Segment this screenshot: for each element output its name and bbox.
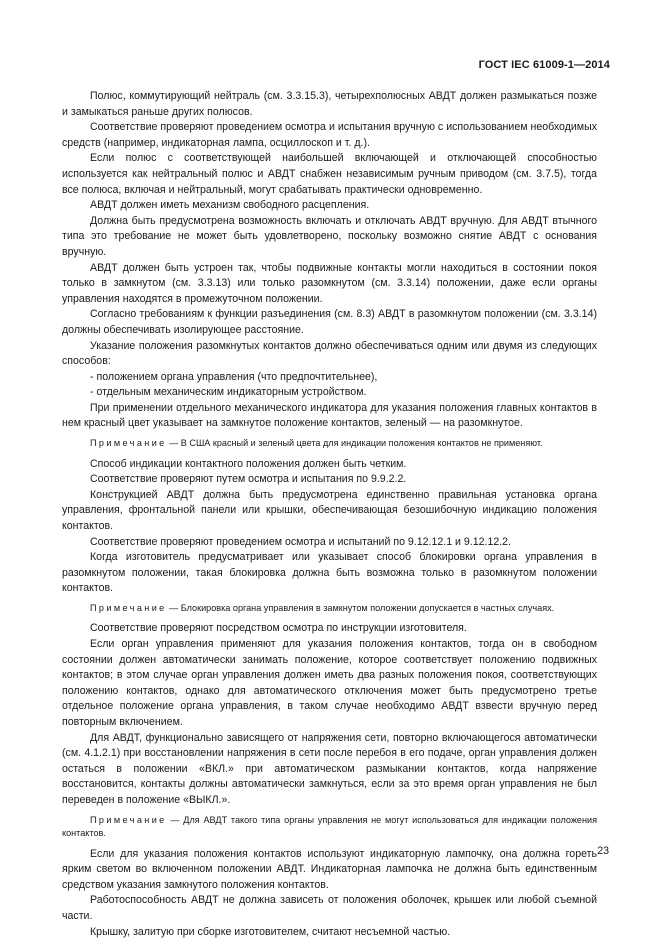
note-label: Примечание	[90, 815, 167, 825]
note-text: — Блокировка органа управления в замкнутом положении допускается в частных случаях.	[167, 603, 555, 613]
paragraph: Способ индикации контактного положения должен быть четким.	[62, 457, 597, 473]
paragraph: Для АВДТ, функционально зависящего от напряжения сети, повторно включающегося автоматически (см. 4.1.2.1) при восстановлении напряжения в сети после перебоя в его подаче, орган управления должен остаться в положении «ВКЛ.» при автоматическом размыкании контактов, когда напряжение восстановится, контакты должны автоматически замкнуться, если за это время орган управления не был переведен в положение «ВЫКЛ.».	[62, 731, 597, 809]
paragraph: Работоспособность АВДТ не должна зависеть от положения оболочек, крышек или любой съемной части.	[62, 893, 597, 924]
paragraph: Полюс, коммутирующий нейтраль (см. 3.3.15.3), четырехполюсных АВДТ должен размыкаться позже и замыкаться раньше других полюсов.	[62, 89, 597, 120]
paragraph: Соответствие проверяют проведением осмотра и испытаний по 9.12.12.1 и 9.12.12.2.	[62, 535, 597, 551]
paragraph: Если орган управления применяют для указания положения контактов, тогда он в свободном состоянии должен автоматически занимать положение, которое соответствует положению подвижных контактов; в этом случае орган управления должен иметь два разных положения покоя, соответствующих положению контактов, однако для автоматического отключения может быть предусмотрено третье отдельное положение органа управления, в таком случае необходимо АВДТ взвести вручную перед повторным включением.	[62, 637, 597, 731]
note-label: Примечание	[90, 603, 167, 613]
list-item: - положением органа управления (что предпочтительнее),	[62, 370, 597, 386]
paragraph: Соответствие проверяют проведением осмотра и испытания вручную с использованием необходимых средств (например, индикаторная лампа, осциллоскоп и т. д.).	[62, 120, 597, 151]
paragraph: Должна быть предусмотрена возможность включать и отключать АВДТ вручную. Для АВДТ втычного типа это требование не может быть удовлетворено, поскольку возможно снятие АВДТ с основания вручную.	[62, 214, 597, 261]
standard-header: ГОСТ IEC 61009-1—2014	[479, 59, 610, 71]
paragraph: Соответствие проверяют путем осмотра и испытания по 9.9.2.2.	[62, 472, 597, 488]
note	[62, 437, 597, 451]
document-body	[62, 89, 597, 940]
note-text: — В США красный и зеленый цвета для индикации положения контактов не применяют.	[167, 438, 543, 448]
paragraph: Указание положения разомкнутых контактов должно обеспечиваться одним или двумя из следующих способов:	[62, 339, 597, 370]
page-number: 23	[597, 845, 609, 857]
paragraph: Если полюс с соответствующей наибольшей включающей и отключающей способностью используется как нейтральный полюс и АВДТ снабжен независимым ручным приводом (см. 3.7.5), тогда все полюса, включая и нейтральный, могут срабатывать практически одновременно.	[62, 151, 597, 198]
list-item: - отдельным механическим индикаторным устройством.	[62, 385, 597, 401]
note	[62, 814, 597, 841]
paragraph: АВДТ должен иметь механизм свободного расцепления.	[62, 198, 597, 214]
paragraph: Если для указания положения контактов используют индикаторную лампочку, она должна гореть ярким светом во включенном положении АВДТ. Индикаторная лампочка не должна быть единственным средством указания замкнутого положения контактов.	[62, 847, 597, 894]
paragraph: Конструкцией АВДТ должна быть предусмотрена единственно правильная установка органа управления, фронтальной панели или крышки, обеспечивающая безошибочную индикацию положения контактов.	[62, 488, 597, 535]
note-label: Примечание	[90, 438, 167, 448]
paragraph: Когда изготовитель предусматривает или указывает способ блокировки органа управления в разомкнутом положении, такая блокировка должна быть возможна только в разомкнутом положении контактов.	[62, 550, 597, 597]
paragraph: Согласно требованиям к функции разъединения (см. 8.3) АВДТ в разомкнутом положении (см. 3.3.14) должны обеспечивать изолирующее расстояние.	[62, 307, 597, 338]
note	[62, 602, 597, 616]
paragraph: АВДТ должен быть устроен так, чтобы подвижные контакты могли находиться в состоянии покоя только в замкнутом (см. 3.3.13) или только разомкнутом (см. 3.3.14) положении, даже если органы управления находятся в промежуточном положении.	[62, 261, 597, 308]
note-text: — Для АВДТ такого типа органы управления не могут использоваться для индикации положения контактов.	[62, 815, 597, 839]
paragraph: Крышку, залитую при сборке изготовителем, считают несъемной частью.	[62, 925, 597, 940]
paragraph: Соответствие проверяют посредством осмотра по инструкции изготовителя.	[62, 621, 597, 637]
paragraph: При применении отдельного механического индикатора для указания положения главных контактов в нем красный цвет указывает на замкнутое положение контактов, зеленый — на разомкнутое.	[62, 401, 597, 432]
